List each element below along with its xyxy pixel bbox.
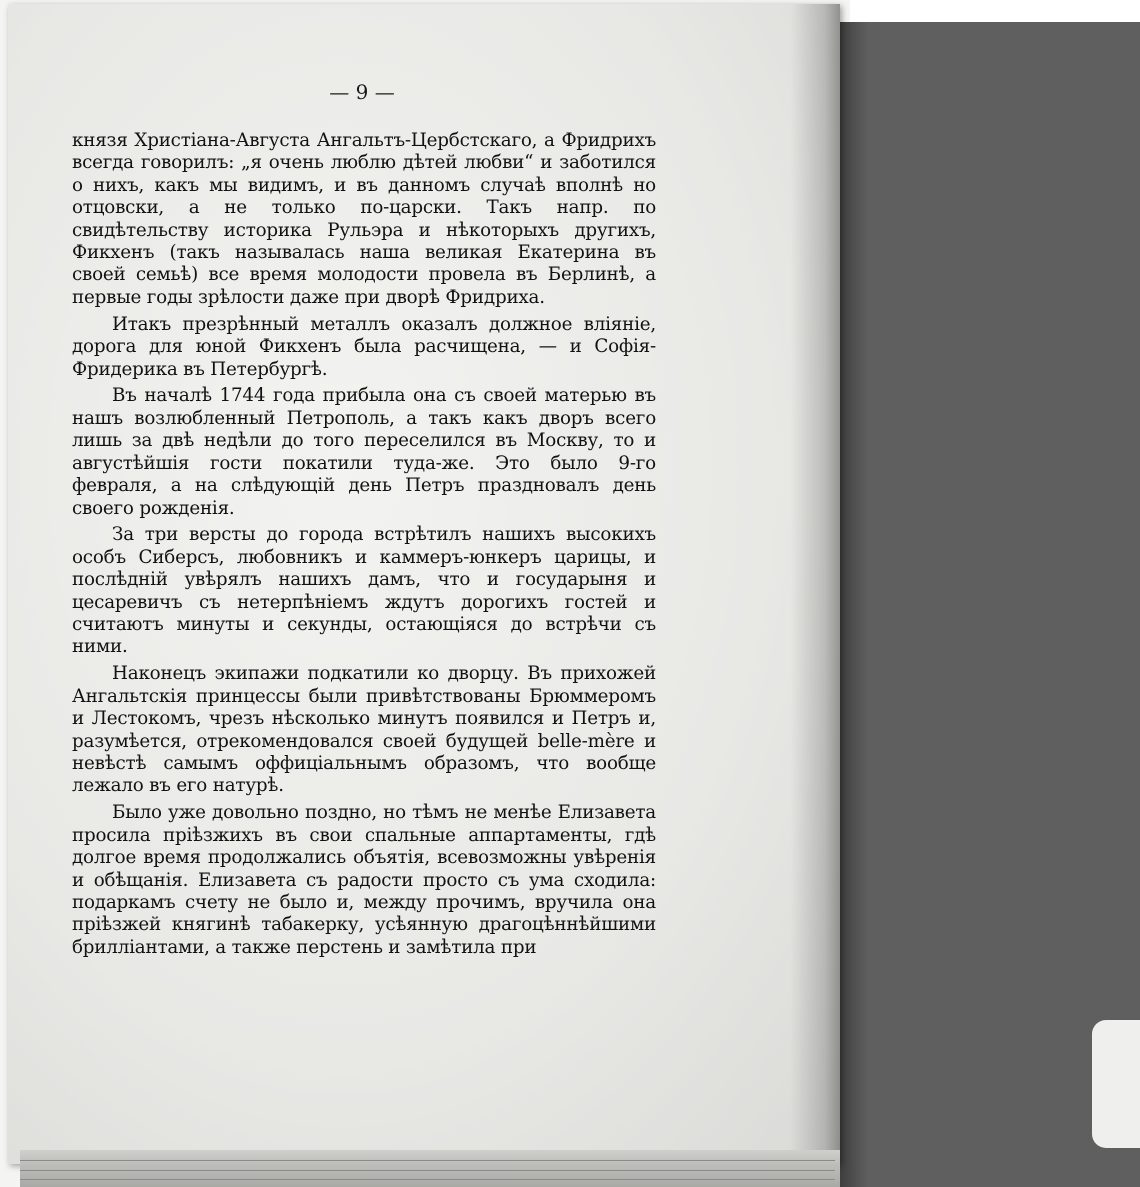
paragraph-1: князя Христiана-Августа Ангальтъ-Цербстскаго, а Фридрихъ всегда говорилъ: „я очень люблю дѣтей любви“ и заботился о нихъ, какъ мы видимъ, и въ данномъ случаѣ вполнѣ но отцовски, а не только по-царски. Такъ напр. по свидѣтельству историка Рульэра и нѣкоторыхъ другихъ, Фикхенъ (такъ называлась наша великая Екатерина въ своей семьѣ) все время молодости провела въ Берлинѣ, а первые годы зрѣлости даже при дворѣ Фридриха. <box>72 130 656 308</box>
book-cover-board <box>838 22 1140 1187</box>
book-page <box>8 4 840 1164</box>
paragraph-4: За три версты до города встрѣтилъ нашихъ высокихъ особъ Сиберсъ, любовникъ и каммеръ-юнкеръ царицы, и послѣднiй увѣрялъ нашихъ дамъ, что и государыня и цесаревичъ съ нетерпѣнiемъ ждутъ дорогихъ гостей и считаютъ минуты и секунды, остающiяся до встрѣчи съ ними. <box>72 524 656 658</box>
page-gutter-shadow <box>790 4 840 1164</box>
paragraph-5: Наконецъ экипажи подкатили ко дворцу. Въ прихожей Ангальтскiя принцессы были привѣтствованы Брюммеромъ и Лестокомъ, чрезъ нѣсколько минутъ появился и Петръ и, разумѣется, отрекомендовался своей будущей belle-mère и невѣстѣ самымъ оффицiальнымъ образомъ, что вообще лежало въ его натурѣ. <box>72 663 656 797</box>
page-text <box>72 130 656 964</box>
paper-slip <box>1092 1020 1140 1148</box>
paragraph-6: Было уже довольно поздно, но тѣмъ не менѣе Елизавета просила прiѣзжихъ въ свои спальные аппартаменты, гдѣ долгое время продолжались объятiя, всевозможны увѣренiя и обѣщанiя. Елизавета съ радости просто съ ума сходила: подаркамъ счету не было и, между прочимъ, вручила она прiѣзжей княгинѣ табакерку, усѣянную драгоцѣннѣйшими брилліантами, а также перстень и замѣтила при <box>72 802 656 958</box>
background-corner <box>850 0 1140 22</box>
page-edge-line <box>20 1179 835 1180</box>
page-edges <box>20 1150 840 1187</box>
cover-shadow <box>838 22 868 1187</box>
page-number: — 9 — <box>329 80 395 104</box>
paragraph-3: Въ началѣ 1744 года прибыла она съ своей матерью въ нашъ возлюбленный Петрополь, а такъ какъ дворъ всего лишь за двѣ недѣли до того переселился въ Москву, то и августѣйшiя гости покатили туда-же. Это было 9-го февраля, а на слѣдующiй день Петръ праздновалъ день своего рожденiя. <box>72 385 656 519</box>
page-edge-line <box>20 1170 835 1171</box>
paragraph-2: Итакъ презрѣнный металлъ оказалъ должное влiянiе, дорога для юной Фикхенъ была расчищена, — и Софiя-Фридерика въ Петербургѣ. <box>72 313 656 380</box>
page-edge-line <box>20 1160 835 1161</box>
